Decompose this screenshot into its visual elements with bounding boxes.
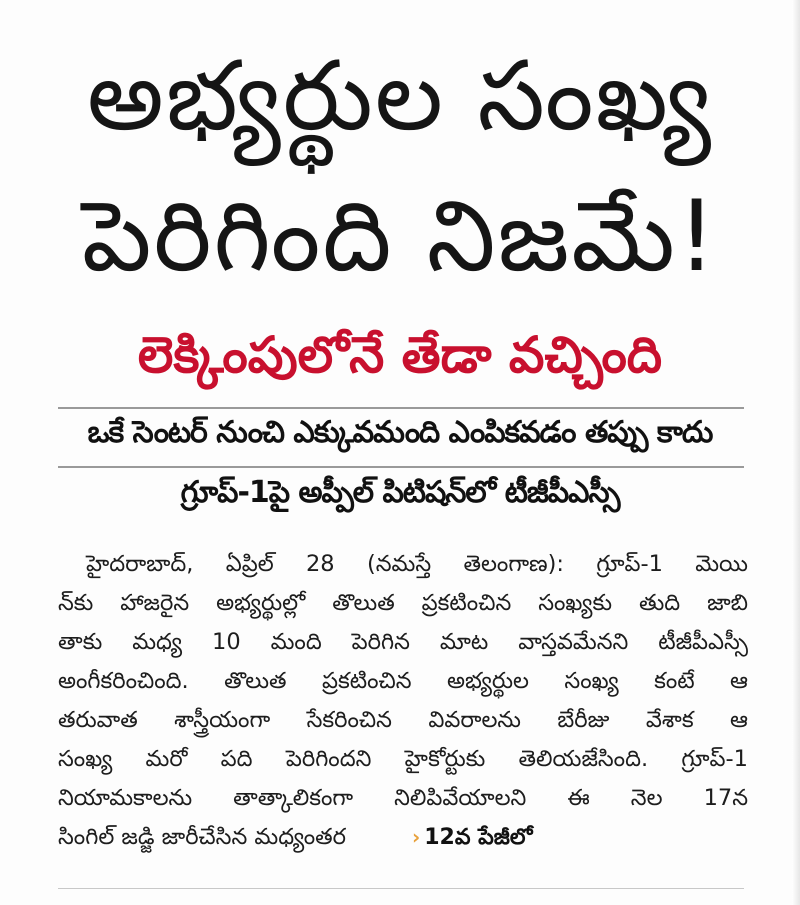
body-line-text: సింగిల్ జడ్జి జారీచేసిన మధ్యంతర [58, 824, 346, 850]
chevron-right-icon: › [412, 825, 421, 849]
divider-top [58, 407, 744, 409]
divider-middle [58, 466, 744, 468]
body-line: హైదరాబాద్, ఏప్రిల్ 28 (నమస్తే తెలంగాణ): గ్రూప్-1 మెయి [86, 551, 748, 577]
headline-line-2: పెరిగింది నిజమే! [81, 180, 719, 294]
body-line: సంఖ్య మరో పది పెరిగిందని హైకోర్టుకు తెలియజేసింది. గ్రూప్-1 [58, 746, 748, 772]
page-edge-shadow [792, 0, 800, 905]
body-line: తరువాత శాస్త్రీయంగా సేకరించిన వివరాలను బేరీజు వేశాక ఆ [58, 707, 748, 733]
divider-bottom [58, 888, 744, 889]
subheadline: లెక్కింపులోనే తేడా వచ్చింది [137, 326, 663, 384]
article-body [58, 545, 748, 857]
deck-line-2: గ్రూప్-1పై అప్పీల్ పిటిషన్‌లో టీజీపీఎస్సీ [180, 475, 620, 510]
body-line-last [58, 818, 748, 857]
body-line: నియామకాలను తాత్కాలికంగా నిలిపివేయాలని ఈ నెల 17న [58, 785, 748, 811]
continued-on-page-link[interactable] [412, 818, 533, 857]
body-line: అంగీకరించింది. తొలుత ప్రకటించిన అభ్యర్థుల సంఖ్య కంటే ఆ [58, 668, 748, 694]
body-line: న్‌కు హాజరైన అభ్యర్థుల్లో తొలుత ప్రకటించిన సంఖ్యకు తుది జాబి [58, 590, 748, 616]
headline-line-1: అభ్యర్థుల సంఖ్య [87, 40, 713, 152]
deck-line-1: ఒకే సెంటర్ నుంచి ఎక్కువమంది ఎంపికవడం తప్పు కాదు [87, 415, 713, 450]
body-line: తాకు మధ్య 10 మంది పెరిగిన మాట వాస్తవమేనని టీజీపీఎస్సీ [58, 629, 748, 655]
continued-on-page-label: 12వ పేజీలో [424, 825, 533, 850]
